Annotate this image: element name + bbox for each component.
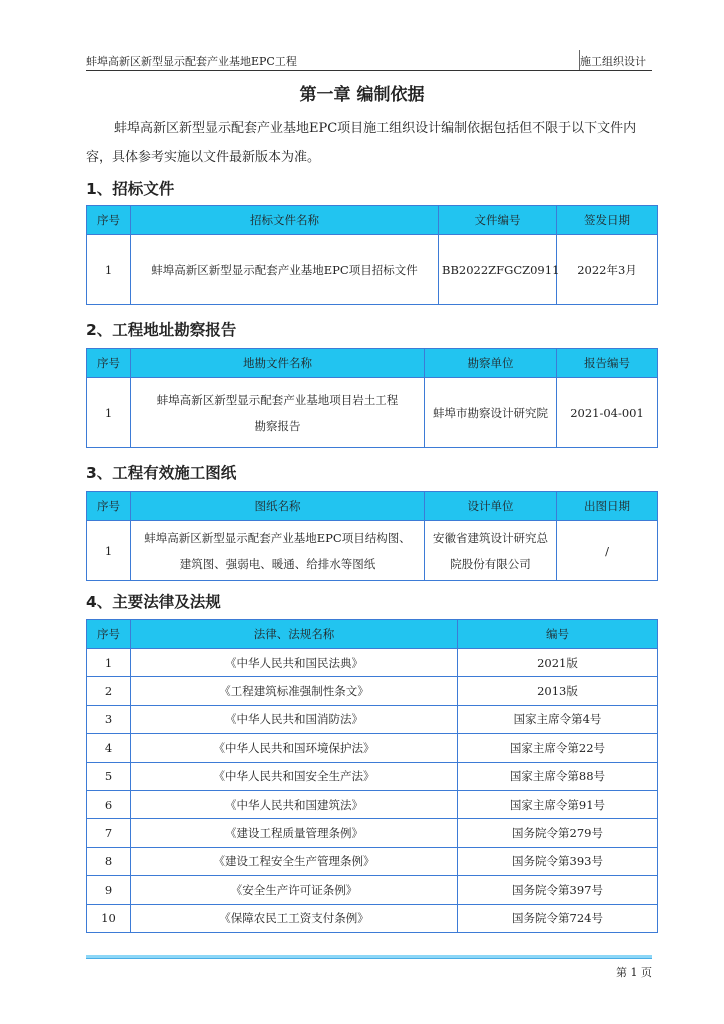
cell: 蚌埠高新区新型显示配套产业基地项目岩土工程勘察报告 [131, 378, 425, 448]
col-header: 招标文件名称 [131, 206, 439, 235]
section-2-title: 2、工程地址勘察报告 [86, 321, 237, 339]
col-header: 法律、法规名称 [131, 620, 458, 649]
table-row [87, 819, 658, 847]
table-row [87, 521, 658, 581]
chapter-title: 第一章 编制依据 [299, 85, 425, 105]
table-header-row [87, 206, 658, 235]
header-doc-type: 施工组织设计 [580, 55, 646, 68]
col-header: 编号 [458, 620, 658, 649]
page-number: 第 1 页 [616, 966, 652, 979]
col-header: 报告编号 [557, 349, 658, 378]
col-header: 序号 [87, 492, 131, 521]
survey-table [86, 348, 658, 448]
cell: 国务院令第397号 [458, 876, 658, 904]
cell: 《中华人民共和国安全生产法》 [131, 762, 458, 790]
cell: 3 [87, 705, 131, 733]
table-header-row [87, 620, 658, 649]
table-row [87, 734, 658, 762]
cell: 2021版 [458, 649, 658, 677]
intro-paragraph: 蚌埠高新区新型显示配套产业基地EPC项目施工组织设计编制依据包括但不限于以下文件内容，具体参考实施以文件最新版本为准。 [86, 121, 637, 165]
table-row [87, 904, 658, 932]
cell: / [557, 521, 658, 581]
cell: BB2022ZFGCZ0911 [439, 235, 557, 305]
cell: 国家主席令第88号 [458, 762, 658, 790]
cell: 2022年3月 [557, 235, 658, 305]
drawings-table [86, 491, 658, 581]
col-header: 序号 [87, 206, 131, 235]
cell: 国家主席令第22号 [458, 734, 658, 762]
cell: 2013版 [458, 677, 658, 705]
table-row [87, 847, 658, 875]
cell: 10 [87, 904, 131, 932]
cell: 蚌埠高新区新型显示配套产业基地EPC项目招标文件 [131, 235, 439, 305]
table-header-row [87, 492, 658, 521]
table-row [87, 762, 658, 790]
cell: 1 [87, 235, 131, 305]
cell: 2 [87, 677, 131, 705]
cell: 国务院令第393号 [458, 847, 658, 875]
section-1-title: 1、招标文件 [86, 180, 175, 198]
cell: 《中华人民共和国民法典》 [131, 649, 458, 677]
page-header [86, 50, 652, 71]
cell: 《工程建筑标准强制性条文》 [131, 677, 458, 705]
cell: 1 [87, 378, 131, 448]
cell: 《建设工程质量管理条例》 [131, 819, 458, 847]
col-header: 出图日期 [557, 492, 658, 521]
table-header-row [87, 349, 658, 378]
section-3-title: 3、工程有效施工图纸 [86, 464, 237, 482]
cell: 6 [87, 790, 131, 818]
table-row [87, 790, 658, 818]
cell: 《中华人民共和国环境保护法》 [131, 734, 458, 762]
cell: 8 [87, 847, 131, 875]
section-4-title: 4、主要法律及法规 [86, 593, 221, 611]
footer-rule [86, 955, 652, 959]
cell: 《保障农民工工资支付条例》 [131, 904, 458, 932]
tender-table [86, 205, 658, 305]
cell: 安徽省建筑设计研究总院股份有限公司 [425, 521, 557, 581]
header-project: 蚌埠高新区新型显示配套产业基地EPC工程 [86, 55, 297, 68]
cell: 9 [87, 876, 131, 904]
laws-table [86, 619, 658, 933]
cell: 4 [87, 734, 131, 762]
cell: 7 [87, 819, 131, 847]
cell: 《中华人民共和国消防法》 [131, 705, 458, 733]
table-row [87, 649, 658, 677]
col-header: 图纸名称 [131, 492, 425, 521]
table-row [87, 876, 658, 904]
col-header: 文件编号 [439, 206, 557, 235]
table-row [87, 705, 658, 733]
col-header: 设计单位 [425, 492, 557, 521]
cell: 《中华人民共和国建筑法》 [131, 790, 458, 818]
col-header: 地勘文件名称 [131, 349, 425, 378]
cell: 国务院令第724号 [458, 904, 658, 932]
cell: 国家主席令第91号 [458, 790, 658, 818]
table-row [87, 235, 658, 305]
cell: 国家主席令第4号 [458, 705, 658, 733]
col-header: 序号 [87, 349, 131, 378]
cell: 2021-04-001 [557, 378, 658, 448]
col-header: 签发日期 [557, 206, 658, 235]
cell: 5 [87, 762, 131, 790]
col-header: 勘察单位 [425, 349, 557, 378]
cell: 蚌埠市勘察设计研究院 [425, 378, 557, 448]
col-header: 序号 [87, 620, 131, 649]
table-row [87, 378, 658, 448]
cell: 《安全生产许可证条例》 [131, 876, 458, 904]
cell: 蚌埠高新区新型显示配套产业基地EPC项目结构图、建筑图、强弱电、暖通、给排水等图纸 [131, 521, 425, 581]
cell: 1 [87, 649, 131, 677]
cell: 国务院令第279号 [458, 819, 658, 847]
cell: 1 [87, 521, 131, 581]
table-row [87, 677, 658, 705]
cell: 《建设工程安全生产管理条例》 [131, 847, 458, 875]
